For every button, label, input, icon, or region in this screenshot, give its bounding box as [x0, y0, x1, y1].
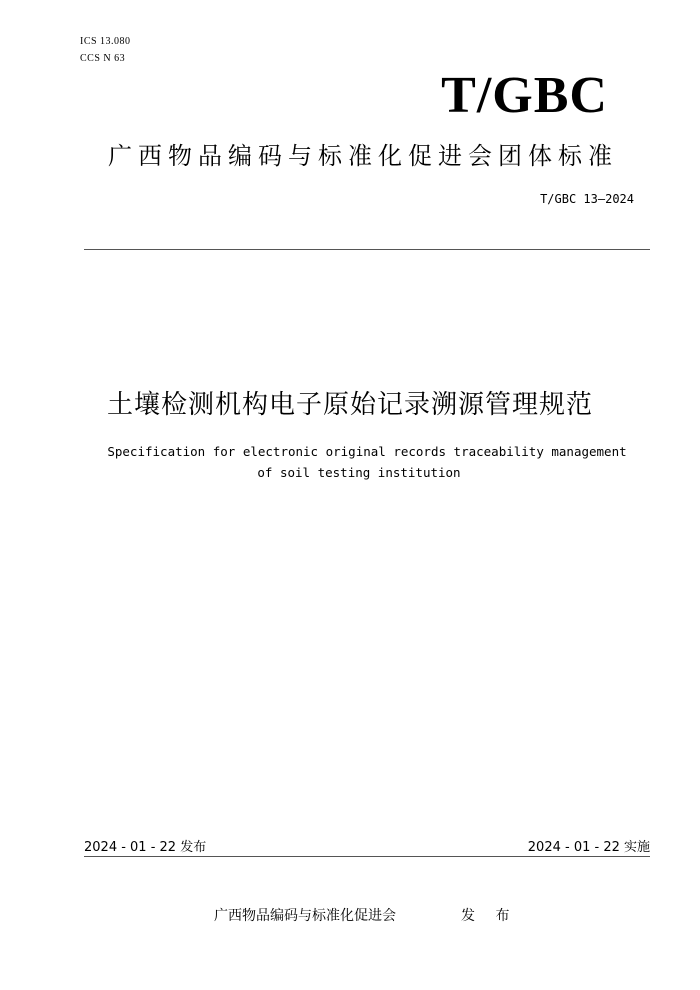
document-title-english-line2: of soil testing institution	[257, 465, 461, 480]
publisher-name: 广西物品编码与标准化促进会	[214, 908, 396, 924]
standard-mark: T/GBC	[441, 67, 608, 124]
organization-title: 广西物品编码与标准化促进会团体标准	[108, 142, 618, 170]
top-divider	[84, 249, 650, 250]
bottom-divider	[84, 856, 650, 857]
ics-code: ICS 13.080	[80, 36, 131, 47]
document-title-chinese: 土壤检测机构电子原始记录溯源管理规范	[106, 390, 593, 420]
document-title-english-line1: Specification for electronic original records traceability management	[107, 444, 627, 459]
implementation-date: 2024 - 01 - 22 实施	[527, 840, 650, 855]
publish-label: 发 布	[461, 908, 518, 924]
issue-date: 2024 - 01 - 22 发布	[84, 840, 207, 855]
standard-number: T/GBC 13—2024	[540, 192, 634, 206]
ccs-code: CCS N 63	[80, 53, 126, 64]
